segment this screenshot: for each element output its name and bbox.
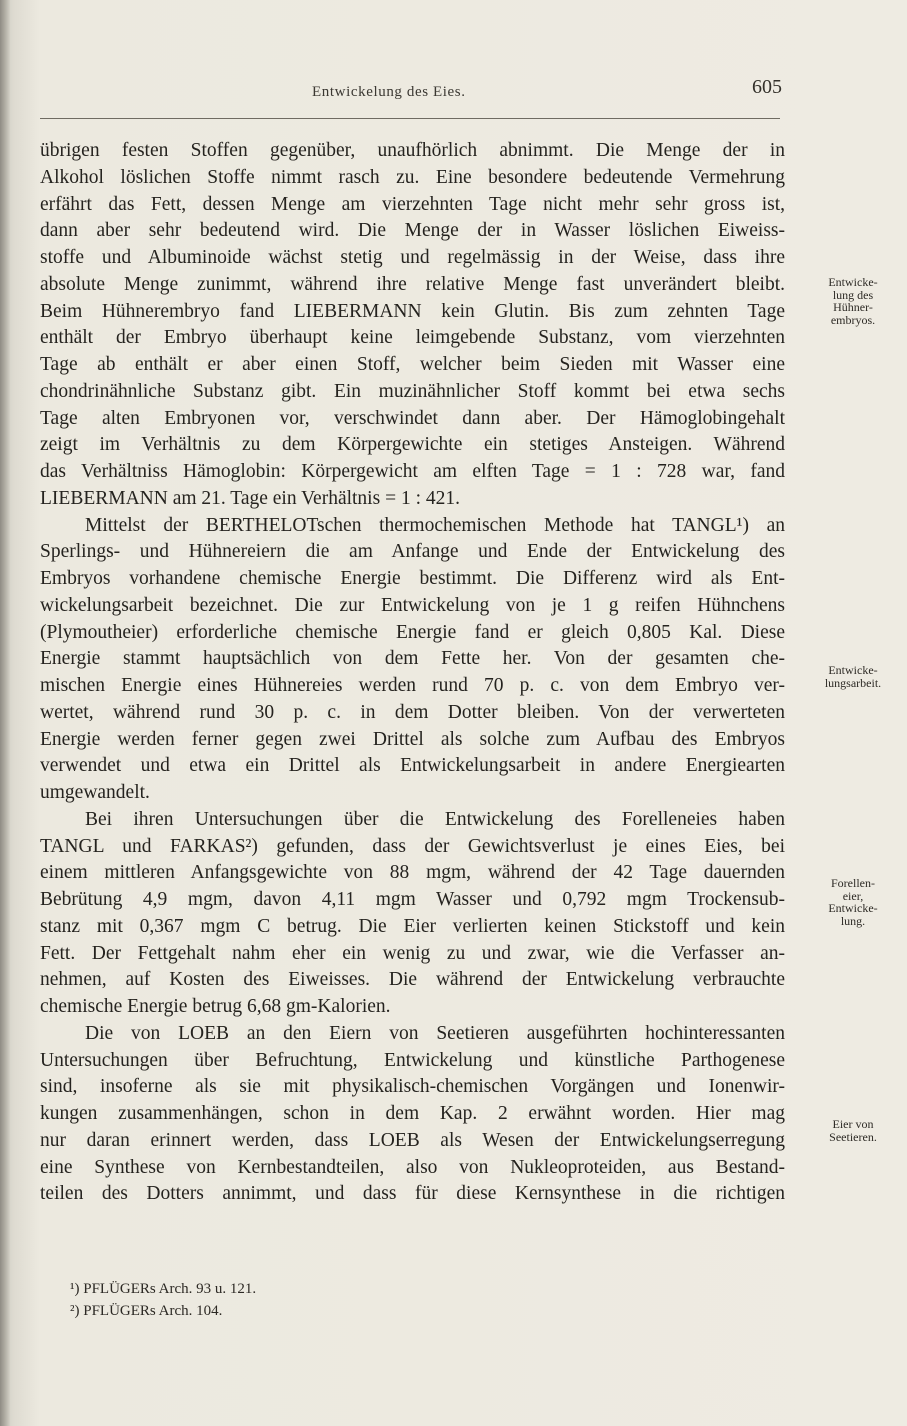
margin-note: Eier von Seetieren. xyxy=(829,1117,877,1144)
text-line: absolute Menge zunimmt, während ihre relative Menge fast unverändert bleibt. xyxy=(40,273,785,295)
text-line: sind, insoferne als sie mit physikalisch-chemischen Vorgängen und Ionenwir- xyxy=(40,1076,785,1098)
text-line: umgewandelt. xyxy=(40,782,150,803)
text-line: Die von LOEB an den Eiern von Seetieren ausgeführten hochinteressanten xyxy=(85,1022,785,1044)
margin-note: Forellen- eier, Entwicke- lung. xyxy=(828,876,878,928)
text-line: LIEBERMANN am 21. Tage ein Verhältnis = 1 : 421. xyxy=(40,487,460,509)
header-rule xyxy=(40,118,780,119)
text-line: stoffe und Albuminoide wächst stetig und regelmässig in der Weise, dass ihre xyxy=(40,247,785,268)
footnote: ²) PFLÜGERs Arch. 104. xyxy=(70,1303,223,1319)
text-line: wickelungsarbeit bezeichnet. Die zur Entwickelung von je 1 g reifen Hühnchens xyxy=(40,594,785,616)
text-line: erfährt das Fett, dessen Menge am vierzehnten Tage nicht mehr sehr gross ist, xyxy=(40,193,785,215)
text-line: mischen Energie eines Hühnereies werden rund 70 p. c. von dem Embryo ver- xyxy=(40,675,785,696)
margin-note: Entwicke- lung des Hühner- embryos. xyxy=(828,275,878,327)
text-line: dann aber sehr bedeutend wird. Die Menge der in Wasser löslichen Eiweiss- xyxy=(40,220,785,242)
text-line: Tage alten Embryonen vor, verschwindet dann aber. Der Hämoglobingehalt xyxy=(40,407,785,429)
text-line: enthält der Embryo überhaupt keine leimgebende Substanz, vom vierzehnten xyxy=(40,327,785,349)
text-line: TANGL und FARKAS²) gefunden, dass der Gewichtsverlust je eines Eies, bei xyxy=(40,835,785,857)
main-text xyxy=(40,138,785,1208)
page-number: 605 xyxy=(752,76,782,98)
text-line: einem mittleren Anfangsgewichte von 88 mgm, während der 42 Tage dauernden xyxy=(40,862,785,884)
text-line: zeigt im Verhältnis zu dem Körpergewichte ein stetiges Ansteigen. Während xyxy=(40,434,785,456)
text-line: (Plymoutheier) erforderliche chemische Energie fand er gleich 0,805 Kal. Diese xyxy=(40,621,785,643)
text-line: Untersuchungen über Befruchtung, Entwickelung und künstliche Parthogenese xyxy=(40,1049,785,1071)
running-title: Entwickelung des Eies. xyxy=(312,84,466,100)
footnote: ¹) PFLÜGERs Arch. 93 u. 121. xyxy=(70,1281,257,1297)
text-line: kungen zusammenhängen, schon in dem Kap. 2 erwähnt worden. Hier mag xyxy=(40,1103,785,1124)
text-line: Energie werden ferner gegen zwei Drittel als solche zum Aufbau des Embryos xyxy=(40,728,785,750)
text-line: Fett. Der Fettgehalt nahm eher ein wenig zu und zwar, wie die Verfasser an- xyxy=(40,942,785,964)
footnotes xyxy=(70,1278,570,1322)
text-line: verwendet und etwa ein Drittel als Entwickelungsarbeit in andere Energiearten xyxy=(40,755,785,777)
text-line: Alkohol löslichen Stoffe nimmt rasch zu. Eine besondere bedeutende Vermehrung xyxy=(40,166,785,188)
text-line: stanz mit 0,367 mgm C betrug. Die Eier verlierten keinen Stickstoff und kein xyxy=(40,915,785,937)
text-line: eine Synthese von Kernbestandteilen, also von Nukleoproteiden, aus Bestand- xyxy=(40,1156,785,1178)
margin-note: Entwicke- lungsarbeit. xyxy=(824,663,882,690)
text-line: teilen des Dotters annimmt, und dass für diese Kernsynthese in die richtigen xyxy=(40,1183,785,1205)
text-line: nur daran erinnert werden, dass LOEB als Wesen der Entwickelungserregung xyxy=(40,1129,785,1151)
text-line: chondrinähnliche Substanz gibt. Ein muzinähnlicher Stoff kommt bei etwa sechs xyxy=(40,380,785,402)
text-line: übrigen festen Stoffen gegenüber, unaufhörlich abnimmt. Die Menge der in xyxy=(40,140,785,161)
text-line: Embryos vorhandene chemische Energie bestimmt. Die Differenz wird als Ent- xyxy=(40,568,785,589)
text-line: chemische Energie betrug 6,68 gm-Kalorien. xyxy=(40,996,391,1017)
text-line: das Verhältniss Hämoglobin: Körpergewicht am elften Tage = 1 : 728 war, fand xyxy=(40,461,785,482)
text-line: Energie stammt hauptsächlich von dem Fette her. Von der gesamten che- xyxy=(40,648,785,670)
text-line: Mittelst der BERTHELOTschen thermochemischen Methode hat TANGL¹) an xyxy=(85,514,785,536)
book-spine-shadow xyxy=(0,0,10,1426)
text-line: Bebrütung 4,9 mgm, davon 4,11 mgm Wasser und 0,792 mgm Trockensub- xyxy=(40,889,785,910)
text-line: Sperlings- und Hühnereiern die am Anfange und Ende der Entwickelung des xyxy=(40,541,785,563)
text-line: nehmen, auf Kosten des Eiweisses. Die während der Entwickelung verbrauchte xyxy=(40,969,785,991)
text-line: Beim Hühnerembryo fand LIEBERMANN kein Glutin. Bis zum zehnten Tage xyxy=(40,300,785,322)
text-line: Bei ihren Untersuchungen über die Entwickelung des Forelleneies haben xyxy=(85,808,785,830)
text-line: wertet, während rund 30 p. c. in dem Dotter bleiben. Von der verwerteten xyxy=(40,701,785,723)
text-line: Tage ab enthält er aber einen Stoff, welcher beim Sieden mit Wasser eine xyxy=(40,354,785,375)
